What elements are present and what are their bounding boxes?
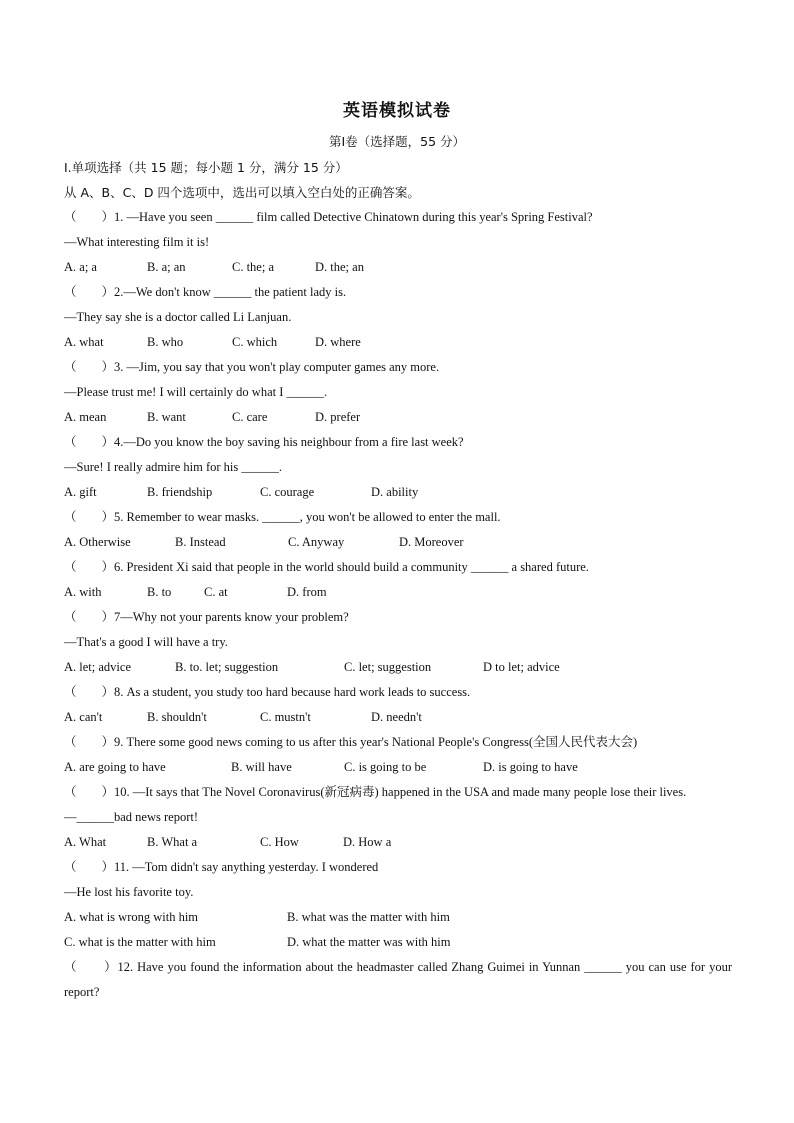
option-d: D. where (315, 335, 361, 349)
option-c: C. at (204, 585, 228, 599)
option-a: A. can't (64, 710, 103, 724)
option-c: C. the; a (232, 260, 275, 274)
question-stem-3: （ ）3. —Jim, you say that you won't play computer games any more. (64, 360, 440, 374)
question-stem-12: （ ）12. Have you found the information about the headmaster called Zhang Guimei in Yunnan ______ you can use for your report? (64, 960, 732, 999)
question-stem-5: （ ）5. Remember to wear masks. ______, you won't be allowed to enter the mall. (64, 510, 501, 524)
option-d: D. from (287, 585, 327, 599)
option-d: D. is going to have (483, 760, 578, 774)
question-stem-1: （ ）1. —Have you seen ______ film called Detective Chinatown during this year's Spring Festival? (64, 210, 593, 224)
exam-content (64, 155, 732, 1005)
option-b: B. who (147, 335, 184, 349)
question-reply-2: —They say she is a doctor called Li Lanjuan. (64, 310, 292, 324)
option-d: D. prefer (315, 410, 361, 424)
option-d: D. needn't (371, 710, 422, 724)
question-stem-4: （ ）4.—Do you know the boy saving his neighbour from a fire last week? (64, 435, 464, 449)
option-b: B. want (147, 410, 186, 424)
question-reply-4: —Sure! I really admire him for his ______. (64, 460, 283, 474)
question-options-8 (64, 705, 732, 730)
question-reply-10: —______bad news report! (64, 810, 198, 824)
option-b: B. Instead (175, 535, 226, 549)
option-c: C. care (232, 410, 268, 424)
question-options-1 (64, 255, 732, 280)
question-options-5 (64, 530, 732, 555)
option-a: A. mean (64, 410, 107, 424)
question-options-4 (64, 480, 732, 505)
option-d: D. the; an (315, 260, 364, 274)
question-stem-2: （ ）2.—We don't know ______ the patient lady is. (64, 285, 347, 299)
question-reply-11: —He lost his favorite toy. (64, 885, 194, 899)
question-stem-10: （ ）10. —It says that The Novel Coronavirus(新冠病毒) happened in the USA and made many people lose their lives. (64, 785, 687, 799)
option-c: C. courage (260, 485, 315, 499)
option-a: A. gift (64, 485, 97, 499)
option-c: C. which (232, 335, 278, 349)
option-b: B. a; an (147, 260, 186, 274)
question-options-11-row1 (64, 905, 732, 930)
option-b: B. friendship (147, 485, 213, 499)
option-d: D. what the matter was with him (287, 935, 451, 949)
option-c: C. Anyway (288, 535, 345, 549)
question-options-10 (64, 830, 732, 855)
option-b: B. will have (231, 760, 292, 774)
option-c: C. is going to be (344, 760, 427, 774)
question-options-11-row2 (64, 930, 732, 955)
option-d: D. How a (343, 835, 392, 849)
question-stem-7: （ ）7—Why not your parents know your problem? (64, 610, 349, 624)
option-c: C. what is the matter with him (64, 935, 216, 949)
option-b: B. what was the matter with him (287, 910, 450, 924)
option-b: B. to. let; suggestion (175, 660, 279, 674)
option-d: D. ability (371, 485, 419, 499)
option-a: A. what (64, 335, 104, 349)
question-stem-6: （ ）6. President Xi said that people in the world should build a community ______ a shared future. (64, 560, 589, 574)
option-b: B. What a (147, 835, 198, 849)
question-options-3 (64, 405, 732, 430)
option-a: A. let; advice (64, 660, 131, 674)
question-reply-3: —Please trust me! I will certainly do what I ______. (64, 385, 328, 399)
option-a: A. with (64, 585, 102, 599)
question-stem-9: （ ）9. There some good news coming to us after this year's National People's Congress(全国人民代表大会) (64, 735, 638, 749)
option-c: C. How (260, 835, 299, 849)
page-subtitle: 第Ⅰ卷（选择题，55 分） (328, 134, 466, 149)
question-stem-11: （ ）11. —Tom didn't say anything yesterday. I wondered (64, 860, 379, 874)
option-a: A. a; a (64, 260, 97, 274)
option-c: C. mustn't (260, 710, 311, 724)
page-title: 英语模拟试卷 (343, 101, 451, 121)
option-d: D to let; advice (483, 660, 560, 674)
option-d: D. Moreover (399, 535, 464, 549)
option-a: A. What (64, 835, 107, 849)
section-heading: Ⅰ.单项选择（共 15 题；每小题 1 分，满分 15 分） (64, 160, 348, 175)
question-reply-1: —What interesting film it is! (64, 235, 210, 249)
option-a: A. Otherwise (64, 535, 131, 549)
question-options-9 (64, 755, 732, 780)
option-a: A. what is wrong with him (64, 910, 199, 924)
question-options-7 (64, 655, 732, 680)
option-c: C. let; suggestion (344, 660, 432, 674)
question-options-2 (64, 330, 732, 355)
section-instruction: 从 A、B、C、D 四个选项中，选出可以填入空白处的正确答案。 (64, 185, 420, 200)
question-reply-7: —That's a good I will have a try. (64, 635, 228, 649)
option-b: B. to (147, 585, 172, 599)
option-b: B. shouldn't (147, 710, 207, 724)
option-a: A. are going to have (64, 760, 166, 774)
question-stem-8: （ ）8. As a student, you study too hard because hard work leads to success. (64, 685, 471, 699)
question-options-6 (64, 580, 732, 605)
